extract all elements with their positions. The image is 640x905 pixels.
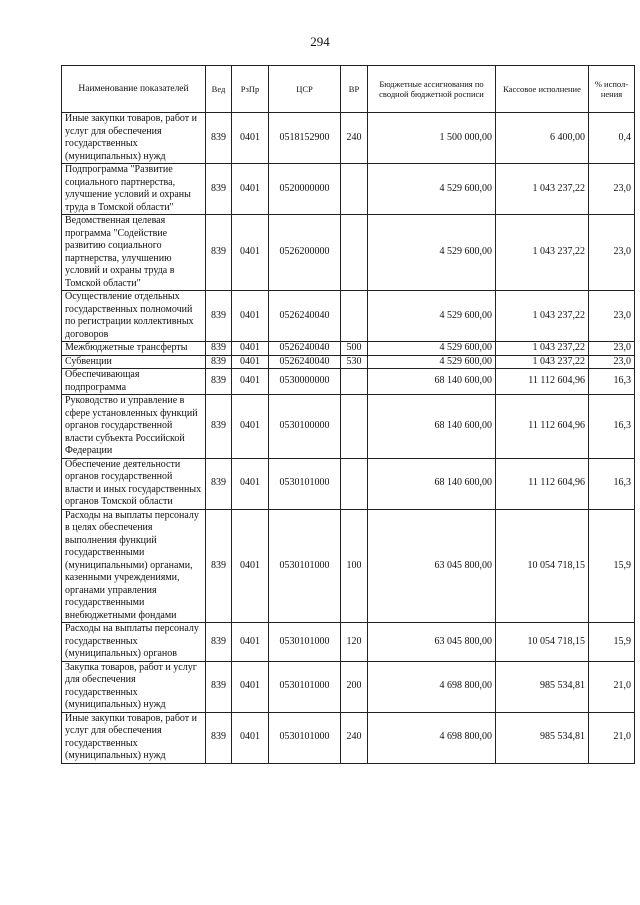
cell-rzpr: 0401 [232,395,269,459]
cell-vr: 530 [341,355,368,369]
cell-pct: 23,0 [589,164,635,215]
cell-csr: 0526240040 [269,342,341,356]
header-plan: Бюджетные ассигнования по сводной бюджетной росписи [368,66,496,113]
table-row [62,623,635,662]
table-row [62,215,635,291]
cell-csr: 0530101000 [269,623,341,662]
header-vr: ВР [341,66,368,113]
cell-name: Ведомственная целевая программа "Содействие развитию социального партнерства, улучшению условий и охраны труда в Томской области" [62,215,206,291]
cell-plan: 4 529 600,00 [368,164,496,215]
cell-fact: 11 112 604,96 [496,458,589,509]
cell-fact: 1 043 237,22 [496,355,589,369]
cell-fact: 11 112 604,96 [496,369,589,395]
cell-fact: 10 054 718,15 [496,509,589,623]
cell-fact: 1 043 237,22 [496,215,589,291]
cell-name: Закупка товаров, работ и услуг для обеспечения государственных (муниципальных) нужд [62,661,206,712]
cell-rzpr: 0401 [232,355,269,369]
cell-name: Расходы на выплаты персоналу государственных (муниципальных) органов [62,623,206,662]
cell-pct: 16,3 [589,458,635,509]
cell-pct: 23,0 [589,215,635,291]
cell-fact: 6 400,00 [496,113,589,164]
cell-ved: 839 [206,369,232,395]
cell-csr: 0530101000 [269,458,341,509]
cell-ved: 839 [206,395,232,459]
cell-pct: 0,4 [589,113,635,164]
cell-rzpr: 0401 [232,712,269,763]
cell-name: Обеспечение деятельности органов государственной власти и иных государственных органов Томской области [62,458,206,509]
cell-pct: 21,0 [589,712,635,763]
cell-pct: 23,0 [589,355,635,369]
table-row [62,369,635,395]
cell-fact: 1 043 237,22 [496,164,589,215]
cell-plan: 4 529 600,00 [368,291,496,342]
cell-plan: 1 500 000,00 [368,113,496,164]
cell-csr: 0530101000 [269,661,341,712]
cell-pct: 16,3 [589,369,635,395]
cell-csr: 0530101000 [269,712,341,763]
cell-csr: 0526200000 [269,215,341,291]
cell-plan: 4 529 600,00 [368,342,496,356]
table-row [62,355,635,369]
header-csr: ЦСР [269,66,341,113]
cell-rzpr: 0401 [232,291,269,342]
cell-rzpr: 0401 [232,164,269,215]
cell-pct: 23,0 [589,291,635,342]
cell-plan: 4 529 600,00 [368,355,496,369]
cell-vr: 120 [341,623,368,662]
cell-plan: 4 698 800,00 [368,661,496,712]
cell-plan: 68 140 600,00 [368,458,496,509]
cell-pct: 15,9 [589,509,635,623]
cell-plan: 4 698 800,00 [368,712,496,763]
cell-ved: 839 [206,623,232,662]
cell-rzpr: 0401 [232,113,269,164]
table-row [62,661,635,712]
cell-name: Иные закупки товаров, работ и услуг для обеспечения государственных (муниципальных) нужд [62,113,206,164]
header-pct: % испол-нения [589,66,635,113]
cell-rzpr: 0401 [232,509,269,623]
cell-fact: 11 112 604,96 [496,395,589,459]
cell-rzpr: 0401 [232,342,269,356]
cell-ved: 839 [206,342,232,356]
cell-ved: 839 [206,661,232,712]
cell-name: Межбюджетные трансферты [62,342,206,356]
cell-fact: 1 043 237,22 [496,342,589,356]
cell-plan: 63 045 800,00 [368,623,496,662]
header-name: Наименование показателей [62,66,206,113]
cell-ved: 839 [206,712,232,763]
cell-csr: 0518152900 [269,113,341,164]
cell-name: Расходы на выплаты персоналу в целях обеспечения выполнения функций государственными (муниципальными) органами, казенными учреждениями, органами управления государственными внебюджетными фондами [62,509,206,623]
cell-ved: 839 [206,113,232,164]
cell-ved: 839 [206,355,232,369]
table-row [62,342,635,356]
cell-ved: 839 [206,164,232,215]
header-ved: Вед [206,66,232,113]
cell-name: Подпрограмма "Развитие социального партнерства, улучшение условий и охраны труда в Томской области" [62,164,206,215]
cell-name: Руководство и управление в сфере установленных функций органов государственной власти субъекта Российской Федерации [62,395,206,459]
cell-fact: 985 534,81 [496,712,589,763]
header-fact: Кассовое исполнение [496,66,589,113]
cell-vr [341,215,368,291]
cell-name: Обеспечивающая подпрограмма [62,369,206,395]
table-row [62,395,635,459]
cell-fact: 1 043 237,22 [496,291,589,342]
cell-csr: 0526240040 [269,355,341,369]
page-number: 294 [310,34,330,49]
table-row [62,712,635,763]
cell-plan: 68 140 600,00 [368,395,496,459]
budget-execution-table [61,65,635,764]
cell-ved: 839 [206,291,232,342]
cell-pct: 15,9 [589,623,635,662]
cell-csr: 0520000000 [269,164,341,215]
cell-name: Осуществление отдельных государственных полномочий по регистрации коллективных договоров [62,291,206,342]
cell-fact: 985 534,81 [496,661,589,712]
cell-csr: 0530100000 [269,395,341,459]
cell-name: Иные закупки товаров, работ и услуг для обеспечения государственных (муниципальных) нужд [62,712,206,763]
table-row [62,509,635,623]
cell-csr: 0526240040 [269,291,341,342]
cell-plan: 68 140 600,00 [368,369,496,395]
cell-vr [341,369,368,395]
cell-rzpr: 0401 [232,661,269,712]
cell-pct: 21,0 [589,661,635,712]
cell-rzpr: 0401 [232,215,269,291]
table-header-row [62,66,635,113]
cell-csr: 0530000000 [269,369,341,395]
cell-vr: 200 [341,661,368,712]
cell-vr: 240 [341,712,368,763]
cell-ved: 839 [206,509,232,623]
header-rzpr: РзПр [232,66,269,113]
cell-vr [341,164,368,215]
cell-pct: 16,3 [589,395,635,459]
cell-vr [341,395,368,459]
cell-rzpr: 0401 [232,369,269,395]
cell-plan: 63 045 800,00 [368,509,496,623]
cell-plan: 4 529 600,00 [368,215,496,291]
cell-vr [341,291,368,342]
cell-csr: 0530101000 [269,509,341,623]
table-row [62,458,635,509]
cell-vr [341,458,368,509]
cell-ved: 839 [206,215,232,291]
cell-fact: 10 054 718,15 [496,623,589,662]
cell-ved: 839 [206,458,232,509]
cell-vr: 240 [341,113,368,164]
table-row [62,164,635,215]
cell-rzpr: 0401 [232,458,269,509]
cell-vr: 100 [341,509,368,623]
table-row [62,291,635,342]
cell-pct: 23,0 [589,342,635,356]
cell-vr: 500 [341,342,368,356]
cell-name: Субвенции [62,355,206,369]
cell-rzpr: 0401 [232,623,269,662]
table-row [62,113,635,164]
